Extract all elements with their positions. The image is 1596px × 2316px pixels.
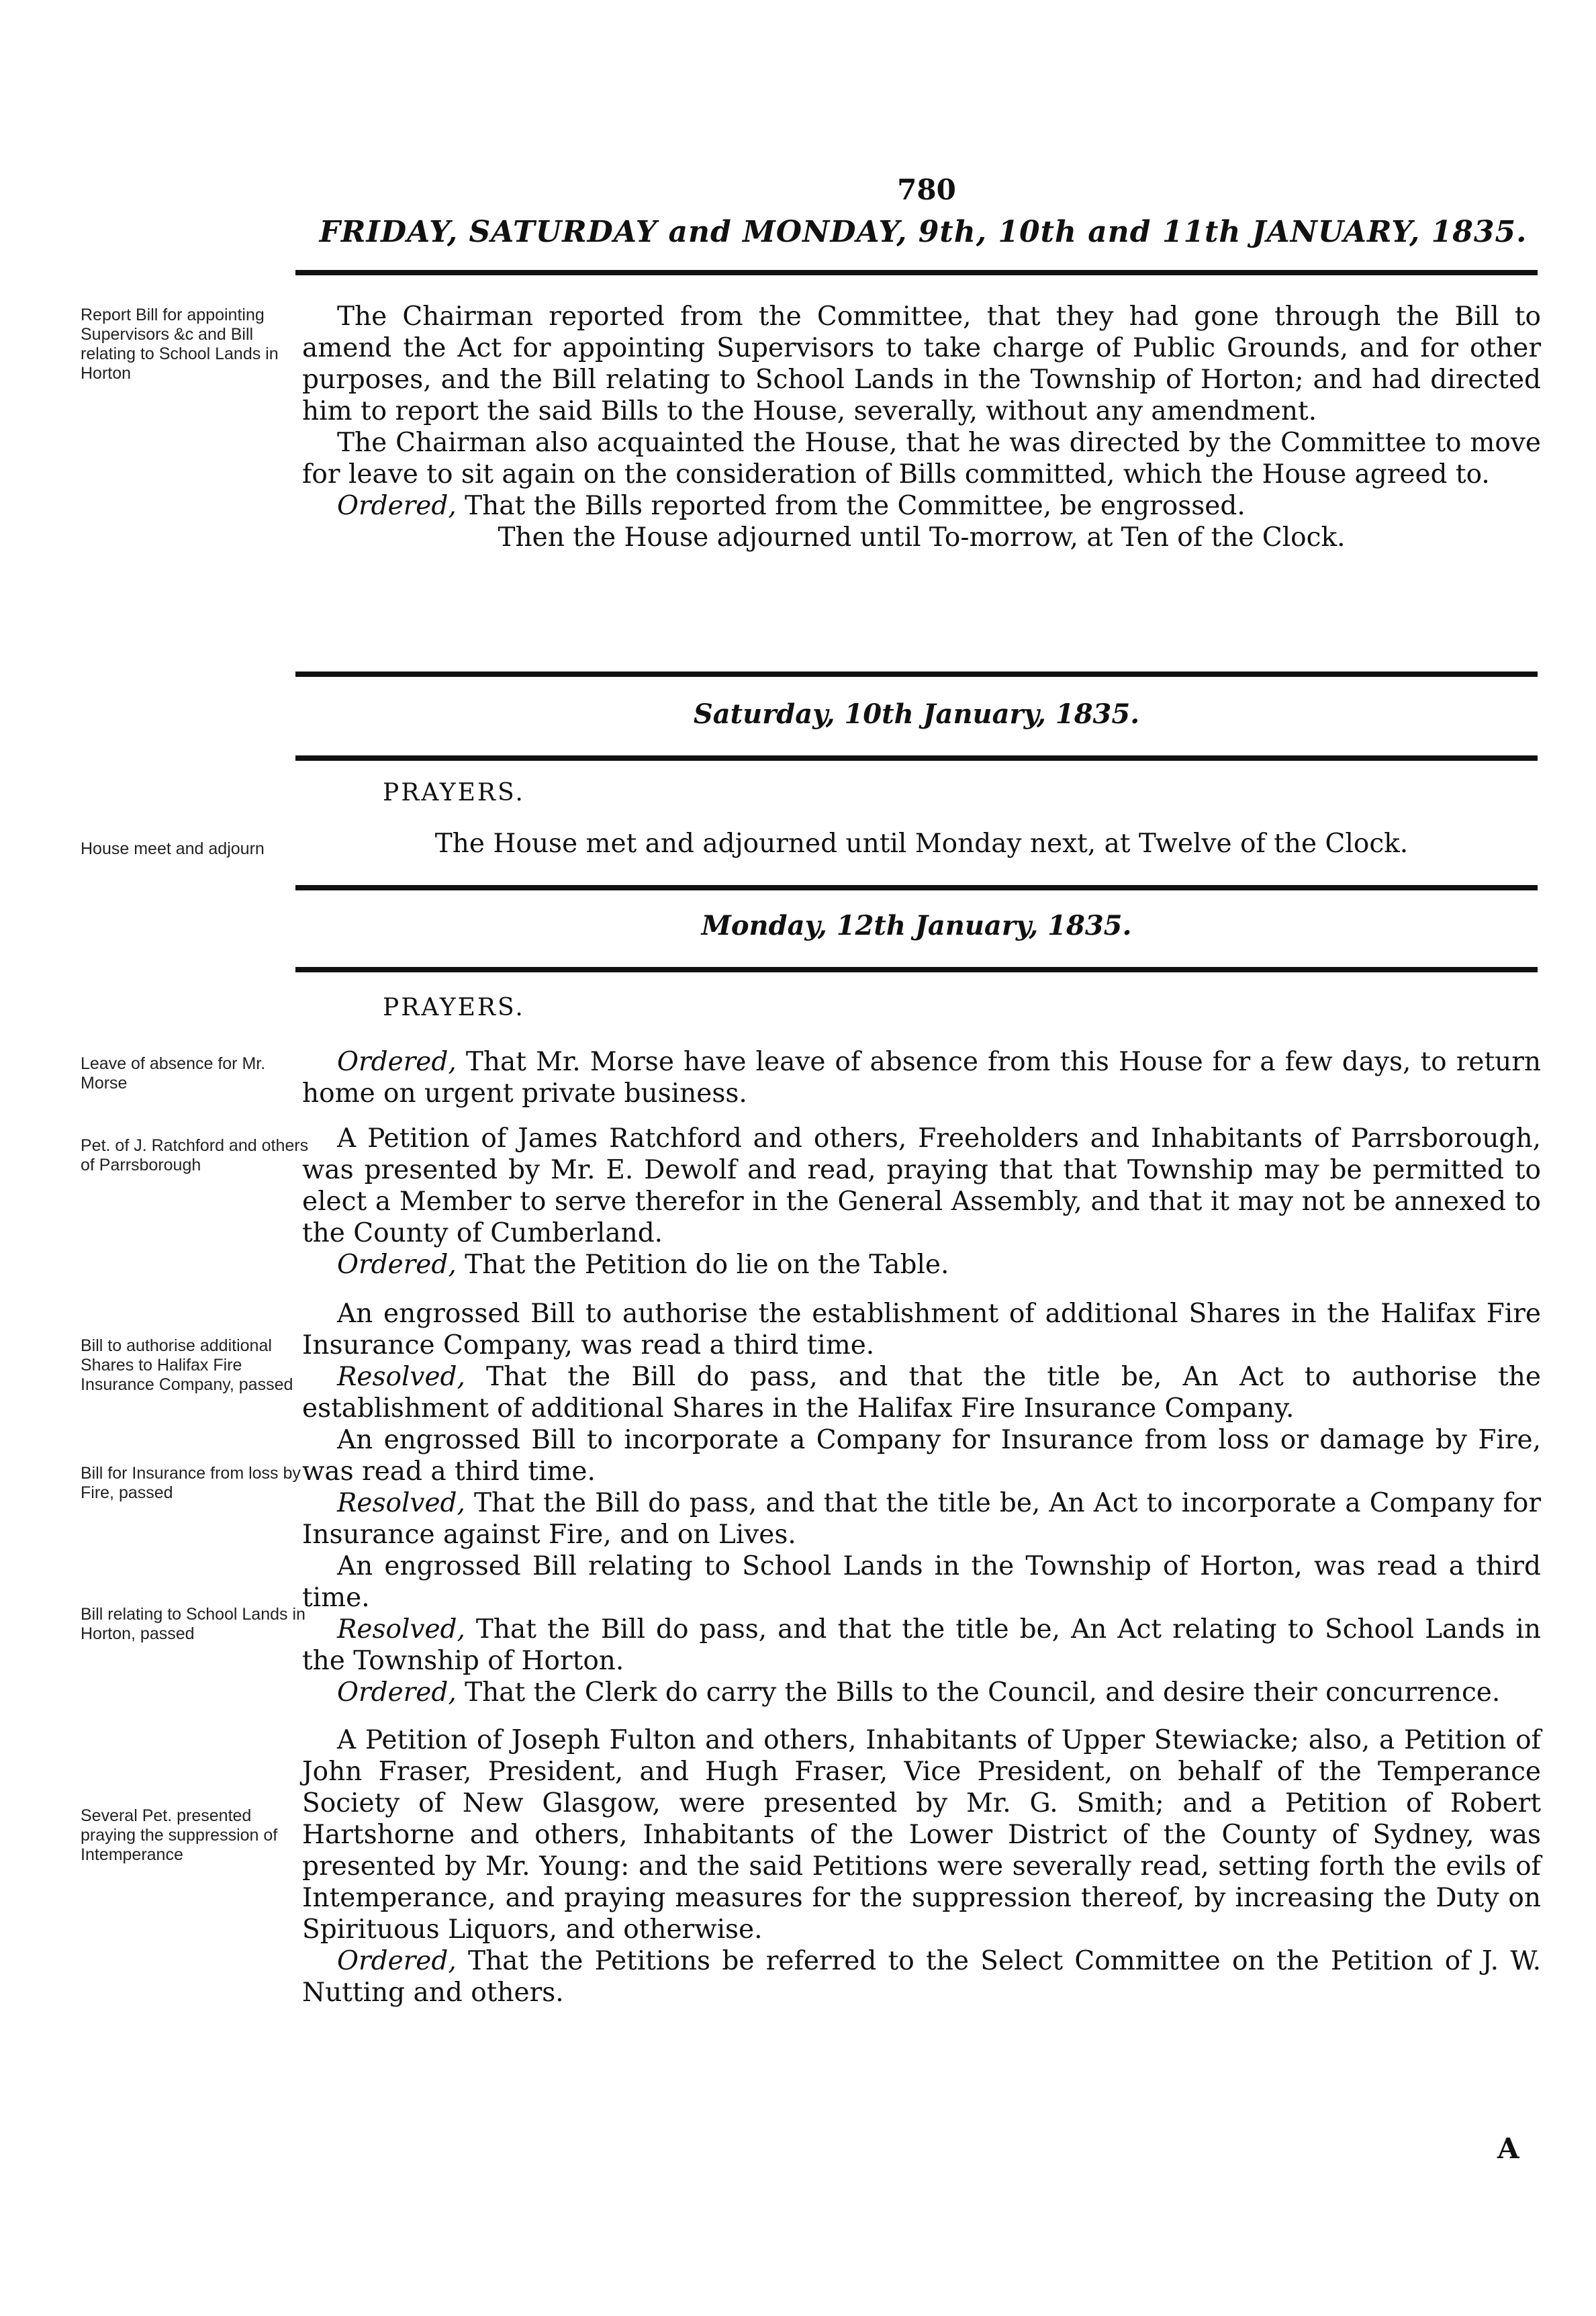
ordered-label: Ordered, — [337, 1946, 457, 1976]
paragraph: A Petition of Joseph Fulton and others, Inhabitants of Upper Stewiacke; also, a Petition of John Fraser, President, and Hugh Fraser, Vice President, on behalf of the Temperance Society of New Glasgow, were presented by Mr. G. Smith; and a Petition of Robert Hartshorne and others, Inhabitants of the Lower District of the County of Sydney, was presented by Mr. Young: and the said Petitions were severally read, setting forth the evils of Intemperance, and praying measures for the suppression thereof, by increasing the Duty on Spirituous Liquors, and otherwise. — [302, 1725, 1541, 1945]
catchword: A — [1497, 2132, 1519, 2165]
ordered-label: Ordered, — [337, 1047, 457, 1077]
margin-note-report-bill: Report Bill for appointing Supervisors &c and Bill relating to School Lands in Horton — [81, 306, 279, 383]
margin-note-halifax-fire: Bill to authorise additional Shares to Halifax Fire Insurance Company, passed — [81, 1336, 293, 1394]
ordered-label: Ordered, — [337, 1677, 457, 1708]
paragraph-text: That the Petition do lie on the Table. — [456, 1250, 949, 1280]
rule-top — [295, 270, 1538, 275]
paragraph: An engrossed Bill to incorporate a Company for Insurance from loss or damage by Fire, was read a third time. — [302, 1425, 1541, 1487]
page-number: 780 — [897, 173, 956, 206]
paragraph: An engrossed Bill to authorise the establishment of additional Shares in the Halifax Fire Insurance Company, was read a third time. — [302, 1299, 1541, 1360]
prayers-label: PRAYERS. — [383, 994, 525, 1021]
rule — [295, 885, 1538, 890]
paragraph-text: That Mr. Morse have leave of absence from this House for a few days, to return home on urgent private business. — [302, 1047, 1541, 1109]
paragraph — [302, 1046, 1541, 1109]
paragraph-text: That the Bill do pass, and that the title be, An Act to incorporate a Company for Insurance against Fire, and on Lives. — [302, 1488, 1541, 1550]
paragraph — [302, 1614, 1541, 1677]
margin-note-fire-insurance: Bill for Insurance from loss by Fire, passed — [81, 1464, 301, 1502]
resolved-label: Resolved, — [337, 1614, 465, 1645]
ordered-label: Ordered, — [337, 491, 457, 521]
margin-note-horton: Bill relating to School Lands in Horton, passed — [81, 1605, 306, 1643]
rule — [295, 671, 1538, 677]
paragraph — [302, 1249, 1541, 1281]
adjournment: Then the House adjourned until To-morrow, at Ten of the Clock. — [498, 522, 1346, 553]
saturday-proceedings — [302, 828, 1541, 860]
rule — [295, 755, 1538, 761]
paragraph-text: That the Bill do pass, and that the title be, An Act to authorise the establishment of additional Shares in the Halifax Fire Insurance Company. — [302, 1362, 1541, 1424]
paragraph — [302, 1487, 1541, 1550]
resolved-label: Resolved, — [337, 1488, 465, 1518]
paragraph — [302, 1945, 1541, 2008]
paragraph-text: That the Bill do pass, and that the title be, An Act relating to School Lands in the Township of Horton. — [302, 1614, 1541, 1676]
saturday-heading: Saturday, 10th January, 1835. — [693, 698, 1140, 730]
margin-note-temperance: Several Pet. presented praying the suppression of Intemperance — [81, 1806, 278, 1864]
monday-heading: Monday, 12th January, 1835. — [701, 910, 1132, 941]
paragraph-text: That the Bills reported from the Committee, be engrossed. — [456, 491, 1246, 521]
paragraph: An engrossed Bill relating to School Lands in the Township of Horton, was read a third time. — [302, 1551, 1541, 1613]
paragraph: The Chairman also acquainted the House, that he was directed by the Committee to move for leave to sit again on the consideration of Bills committed, which the House agreed to. — [302, 428, 1541, 490]
prayers-label: PRAYERS. — [383, 779, 525, 806]
monday-proceedings — [302, 1046, 1541, 2008]
resolved-label: Resolved, — [337, 1362, 465, 1392]
paragraph — [302, 1361, 1541, 1424]
margin-note-house-adjourn: House meet and adjourn — [81, 839, 265, 858]
paragraph — [302, 1677, 1541, 1708]
running-head: FRIDAY, SATURDAY and MONDAY, 9th, 10th and 11th JANUARY, 1835. — [319, 215, 1528, 249]
paragraph: The House met and adjourned until Monday next, at Twelve of the Clock. — [434, 829, 1409, 859]
paragraph: The Chairman reported from the Committee, that they had gone through the Bill to amend the Act for appointing Supervisors to take charge of Public Grounds, and for other purposes, and the Bill relating to School Lands in the Township of Horton; and had directed him to report the said Bills to the House, severally, without any amendment. — [302, 302, 1541, 426]
margin-note-leave: Leave of absence for Mr. Morse — [81, 1054, 266, 1093]
rule — [295, 967, 1538, 972]
paragraph: A Petition of James Ratchford and others, Freeholders and Inhabitants of Parrsborough, was presented by Mr. E. Dewolf and read, praying that that Township may be permitted to elect a Member to serve therefor in the General Assembly, and that it may not be annexed to the County of Cumberland. — [302, 1123, 1541, 1248]
paragraph-text: That the Petitions be referred to the Select Committee on the Petition of J. W. Nutting and others. — [302, 1946, 1541, 2008]
paragraph-text: That the Clerk do carry the Bills to the Council, and desire their concurrence. — [456, 1677, 1501, 1708]
paragraph — [302, 490, 1541, 522]
margin-note-parrsborough: Pet. of J. Ratchford and others of Parrsborough — [81, 1136, 309, 1174]
friday-proceedings — [302, 301, 1541, 553]
ordered-label: Ordered, — [337, 1250, 457, 1280]
